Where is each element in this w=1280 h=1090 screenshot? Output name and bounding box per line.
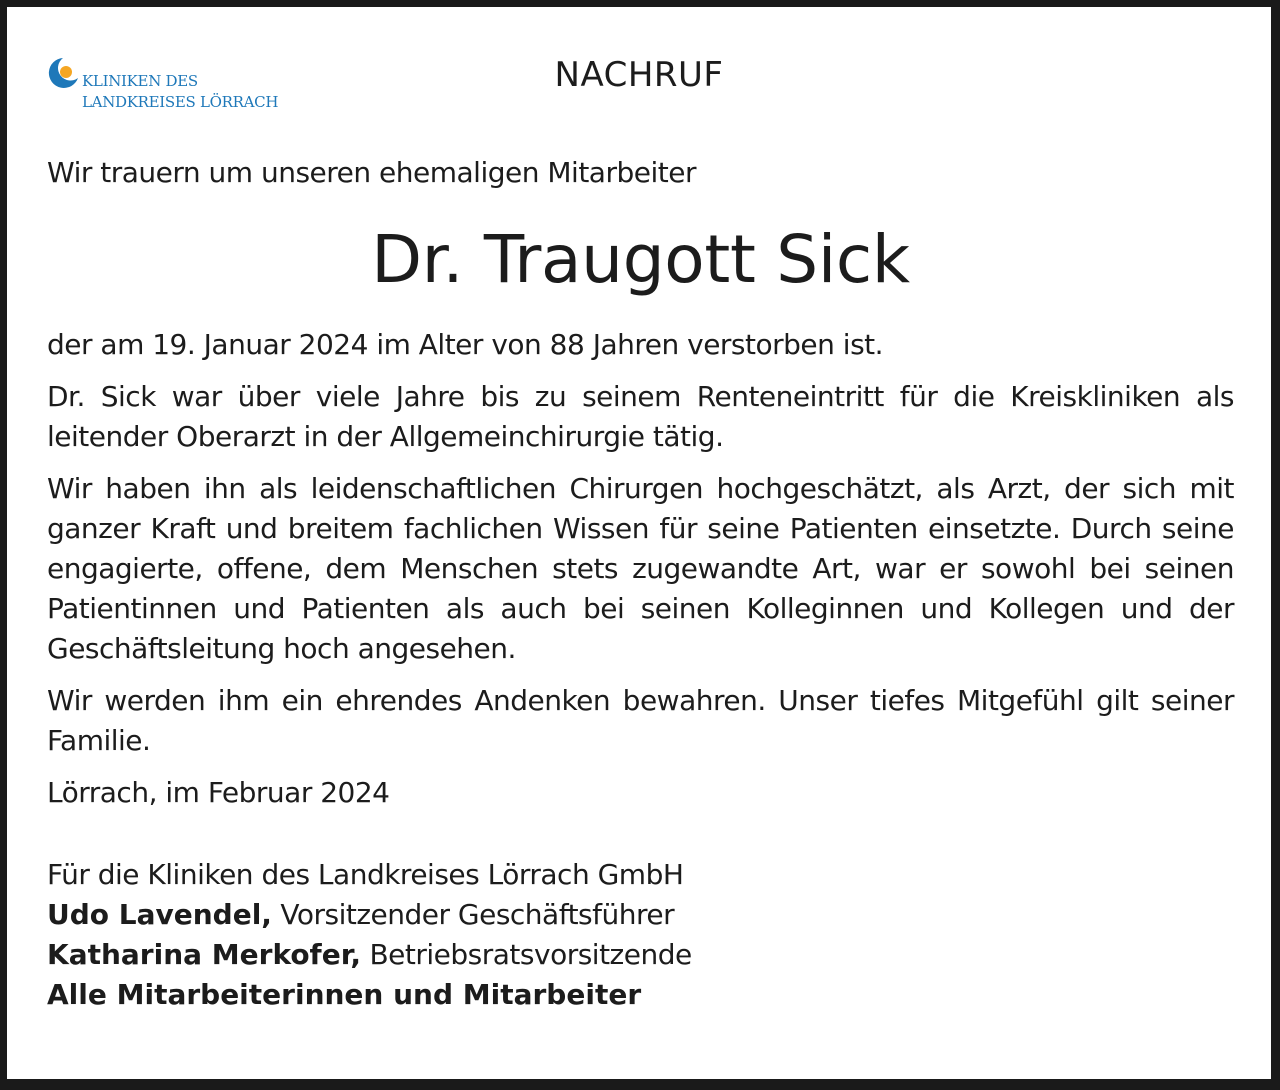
signer-name: Udo Lavendel, [47, 898, 272, 931]
signer-line [47, 975, 1234, 1015]
death-notice-paragraph: der am 19. Januar 2024 im Alter von 88 Jahren verstorben ist. [47, 328, 884, 361]
intro-text: Wir trauern um unseren ehemaligen Mitarbeiter [47, 156, 696, 189]
signature-organization: Für die Kliniken des Landkreises Lörrach GmbH [47, 858, 684, 891]
signer-role: Betriebsratsvorsitzende [361, 938, 692, 971]
page-title: NACHRUF [554, 55, 724, 95]
obituary-body [47, 156, 1234, 1015]
tribute-paragraph: Wir haben ihn als leidenschaftlichen Chirurgen hochgeschätzt, als Arzt, der sich mit ganzer Kraft und breitem fachlichen Wissen für seine Patienten einsetzte. Durch seine engagierte, offene, dem Menschen stets zugewandte Art, war er sowohl bei seinen Patientinnen und Patienten als auch bei seinen Kolleginnen und Kollegen und der Geschäftsleitung hoch angesehen. [47, 472, 1234, 665]
condolence-paragraph: Wir werden ihm ein ehrendes Andenken bewahren. Unser tiefes Mitgefühl gilt seiner Familie. [47, 684, 1234, 757]
logo-line-2: LANDKREISES LÖRRACH [82, 93, 279, 111]
signer-name: Alle Mitarbeiterinnen und Mitarbeiter [47, 978, 642, 1011]
place-date: Lörrach, im Februar 2024 [47, 776, 390, 809]
logo-line-1: KLINIKEN DES [82, 72, 198, 90]
career-paragraph: Dr. Sick war über viele Jahre bis zu seinem Renteneintritt für die Kreiskliniken als leitender Oberarzt in der Allgemeinchirurgie tätig. [47, 380, 1234, 453]
signer-line [47, 895, 1234, 935]
obituary-notice [7, 7, 1271, 1079]
deceased-name: Dr. Traugott Sick [371, 221, 910, 298]
signature-block [47, 855, 1234, 1015]
signer-line [47, 935, 1234, 975]
signer-role: Vorsitzender Geschäftsführer [271, 898, 675, 931]
signer-name: Katharina Merkofer, [47, 938, 362, 971]
